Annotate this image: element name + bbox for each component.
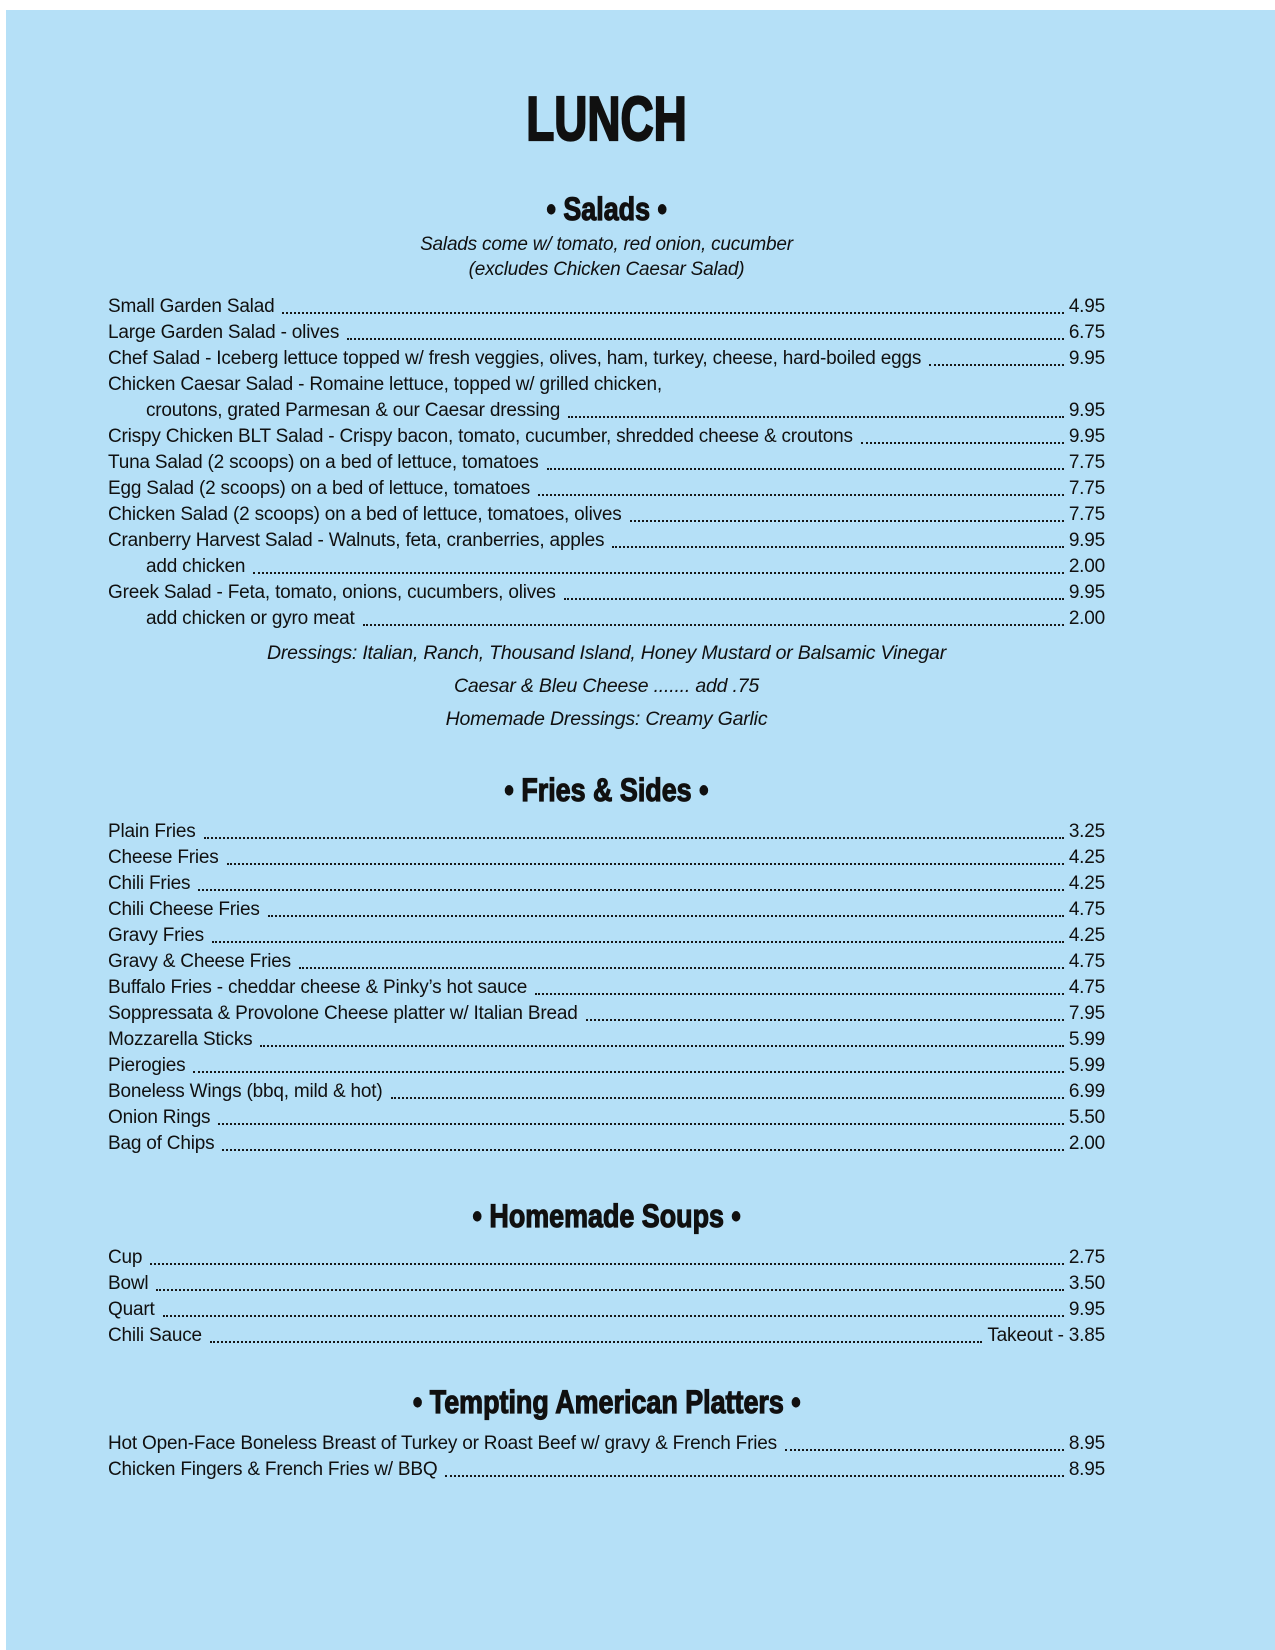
item-name: Crispy Chicken BLT Salad - Crispy bacon, tomato, cucumber, shredded cheese & croutons (108, 426, 853, 447)
menu-item-row (108, 346, 1105, 372)
section-heading-text: • Homemade Soups • (472, 1198, 741, 1234)
menu-item-row (108, 554, 1105, 580)
item-price: 2.00 (1068, 556, 1105, 577)
item-name: Small Garden Salad (108, 296, 275, 317)
item-name: Gravy Fries (108, 925, 204, 946)
item-name: Chili Cheese Fries (108, 899, 260, 920)
item-name: Buffalo Fries - cheddar cheese & Pinky’s hot sauce (108, 977, 528, 998)
dot-leader (535, 993, 1064, 995)
section-heading-homemade-soups (108, 1199, 1105, 1233)
menu-item-row (108, 424, 1105, 450)
dot-leader (568, 416, 1064, 418)
menu-section-tempting-american-platters (108, 1385, 1105, 1483)
menu-item-row (108, 1001, 1105, 1027)
dot-leader (156, 1289, 1063, 1291)
section-heading-salads (108, 192, 1105, 226)
menu-item-row (108, 1245, 1105, 1271)
dot-leader (253, 572, 1064, 574)
section-heading-text: • Fries & Sides • (504, 772, 709, 808)
item-name: Tuna Salad (2 scoops) on a bed of lettuce, tomatoes (108, 452, 539, 473)
menu-item-list (108, 1431, 1105, 1483)
menu-item-row (108, 845, 1105, 871)
item-name: Greek Salad - Feta, tomato, onions, cucumbers, olives (108, 582, 556, 603)
item-name: add chicken (146, 556, 246, 577)
item-price: 9.95 (1068, 582, 1105, 603)
item-name: Gravy & Cheese Fries (108, 951, 291, 972)
item-price: 9.95 (1068, 426, 1105, 447)
dot-leader (612, 546, 1064, 548)
item-name: Soppressata & Provolone Cheese platter w/ Italian Bread (108, 1003, 578, 1024)
dot-leader (227, 863, 1064, 865)
item-name: Onion Rings (108, 1107, 211, 1128)
item-price: 4.95 (1068, 296, 1105, 317)
dot-leader (198, 889, 1064, 891)
menu-item-row (108, 476, 1105, 502)
menu-item-row (108, 528, 1105, 554)
menu-section-homemade-soups (108, 1199, 1105, 1349)
dot-leader (218, 1123, 1063, 1125)
menu-item-list (108, 294, 1105, 632)
dot-leader (861, 442, 1064, 444)
dot-leader (150, 1263, 1064, 1265)
section-heading-text: • Tempting American Platters • (412, 1384, 801, 1420)
dot-leader (445, 1475, 1063, 1477)
item-name: Cheese Fries (108, 847, 219, 868)
menu-item-list (108, 1245, 1105, 1349)
item-price: 3.50 (1068, 1273, 1105, 1294)
dot-leader (163, 1315, 1064, 1317)
item-price: 4.25 (1068, 873, 1105, 894)
item-name: Chicken Fingers & French Fries w/ BBQ (108, 1459, 438, 1480)
item-price: 8.95 (1068, 1433, 1105, 1454)
menu-page (6, 10, 1275, 1650)
item-name: Chicken Salad (2 scoops) on a bed of lettuce, tomatoes, olives (108, 504, 622, 525)
menu-item-row (108, 897, 1105, 923)
dot-leader (260, 1045, 1063, 1047)
menu-item-row (108, 1079, 1105, 1105)
menu-item-row (108, 975, 1105, 1001)
dot-leader (222, 1149, 1063, 1151)
item-price: 4.25 (1068, 925, 1105, 946)
menu-item-row (108, 1271, 1105, 1297)
item-name: Bag of Chips (108, 1133, 215, 1154)
menu-section-fries-sides (108, 773, 1105, 1157)
menu-item-row (108, 1297, 1105, 1323)
item-price: 5.99 (1068, 1055, 1105, 1076)
menu-sections (108, 192, 1105, 1483)
item-price: Takeout - 3.85 (987, 1325, 1105, 1346)
menu-item-row (108, 450, 1105, 476)
item-name: Plain Fries (108, 821, 196, 842)
item-name: croutons, grated Parmesan & our Caesar dressing (146, 400, 561, 421)
page-title-text: LUNCH (526, 85, 687, 154)
item-price: 9.95 (1068, 530, 1105, 551)
item-price: 2.00 (1068, 608, 1105, 629)
menu-item-row (108, 949, 1105, 975)
menu-item-row (108, 502, 1105, 528)
menu-item-row (108, 1053, 1105, 1079)
dot-leader (391, 1097, 1064, 1099)
item-price: 6.99 (1068, 1081, 1105, 1102)
item-name: Pierogies (108, 1055, 186, 1076)
section-intro-note: Salads come w/ tomato, red onion, cucumber (420, 234, 793, 255)
menu-item-row (108, 294, 1105, 320)
item-price: 7.95 (1068, 1003, 1105, 1024)
item-name: Cranberry Harvest Salad - Walnuts, feta, cranberries, apples (108, 530, 605, 551)
dot-leader (586, 1019, 1064, 1021)
dot-leader (785, 1449, 1064, 1451)
item-name: Chili Fries (108, 873, 191, 894)
section-intro-note: (excludes Chicken Caesar Salad) (468, 259, 745, 280)
item-name: Chef Salad - Iceberg lettuce topped w/ fresh veggies, olives, ham, turkey, cheese, hard-boiled eggs (108, 348, 922, 369)
menu-content (108, 10, 1105, 1483)
item-name: Boneless Wings (bbq, mild & hot) (108, 1081, 383, 1102)
item-name: Cup (108, 1247, 143, 1268)
dot-leader (212, 941, 1064, 943)
menu-section-salads (108, 192, 1105, 731)
item-price: 9.95 (1068, 348, 1105, 369)
menu-item-list (108, 819, 1105, 1157)
menu-item-row (108, 606, 1105, 632)
dot-leader (193, 1071, 1063, 1073)
item-price: 7.75 (1068, 478, 1105, 499)
dot-leader (347, 338, 1064, 340)
item-price: 2.75 (1068, 1247, 1105, 1268)
menu-item-row (108, 372, 1105, 398)
item-price: 4.25 (1068, 847, 1105, 868)
item-name: Mozzarella Sticks (108, 1029, 253, 1050)
item-name: add chicken or gyro meat (146, 608, 355, 629)
item-price: 4.75 (1068, 977, 1105, 998)
dot-leader (282, 312, 1063, 314)
item-price: 8.95 (1068, 1459, 1105, 1480)
menu-item-row (108, 1457, 1105, 1483)
menu-item-row (108, 819, 1105, 845)
item-price: 4.75 (1068, 899, 1105, 920)
menu-item-row (108, 1105, 1105, 1131)
menu-item-row (108, 398, 1105, 424)
menu-item-row (108, 1027, 1105, 1053)
section-footnote: Dressings: Italian, Ranch, Thousand Island, Honey Mustard or Balsamic Vinegar (266, 642, 946, 664)
dot-leader (630, 520, 1064, 522)
item-price: 2.00 (1068, 1133, 1105, 1154)
menu-item-row (108, 320, 1105, 346)
dot-leader (363, 624, 1064, 626)
item-price: 7.75 (1068, 452, 1105, 473)
item-price: 9.95 (1068, 400, 1105, 421)
menu-item-row (108, 1431, 1105, 1457)
item-name: Egg Salad (2 scoops) on a bed of lettuce, tomatoes (108, 478, 530, 499)
menu-item-row (108, 923, 1105, 949)
menu-item-row (108, 1131, 1105, 1157)
dot-leader (538, 494, 1064, 496)
item-price: 4.75 (1068, 951, 1105, 972)
item-price: 5.99 (1068, 1029, 1105, 1050)
section-heading-tempting-american-platters (108, 1385, 1105, 1419)
dot-leader (929, 364, 1064, 366)
item-price: 3.25 (1068, 821, 1105, 842)
item-price: 7.75 (1068, 504, 1105, 525)
item-name: Hot Open-Face Boneless Breast of Turkey or Roast Beef w/ gravy & French Fries (108, 1433, 777, 1454)
dot-leader (564, 598, 1064, 600)
dot-leader (210, 1341, 982, 1343)
section-heading-text: • Salads • (546, 191, 667, 227)
dot-leader (299, 967, 1064, 969)
item-name: Chicken Caesar Salad - Romaine lettuce, topped w/ grilled chicken, (108, 374, 662, 395)
dot-leader (268, 915, 1064, 917)
item-name: Chili Sauce (108, 1325, 202, 1346)
dot-leader (547, 468, 1064, 470)
item-name: Quart (108, 1299, 155, 1320)
menu-item-row (108, 580, 1105, 606)
menu-item-row (108, 871, 1105, 897)
menu-item-row (108, 1323, 1105, 1349)
item-price: 6.75 (1068, 322, 1105, 343)
section-heading-fries-sides (108, 773, 1105, 807)
section-footnote: Homemade Dressings: Creamy Garlic (445, 708, 768, 730)
section-footnote: Caesar & Bleu Cheese ....... add .75 (454, 675, 759, 697)
item-price: 9.95 (1068, 1299, 1105, 1320)
page-title (108, 85, 1105, 154)
item-name: Bowl (108, 1273, 149, 1294)
dot-leader (204, 837, 1064, 839)
item-name: Large Garden Salad - olives (108, 322, 340, 343)
item-price: 5.50 (1068, 1107, 1105, 1128)
